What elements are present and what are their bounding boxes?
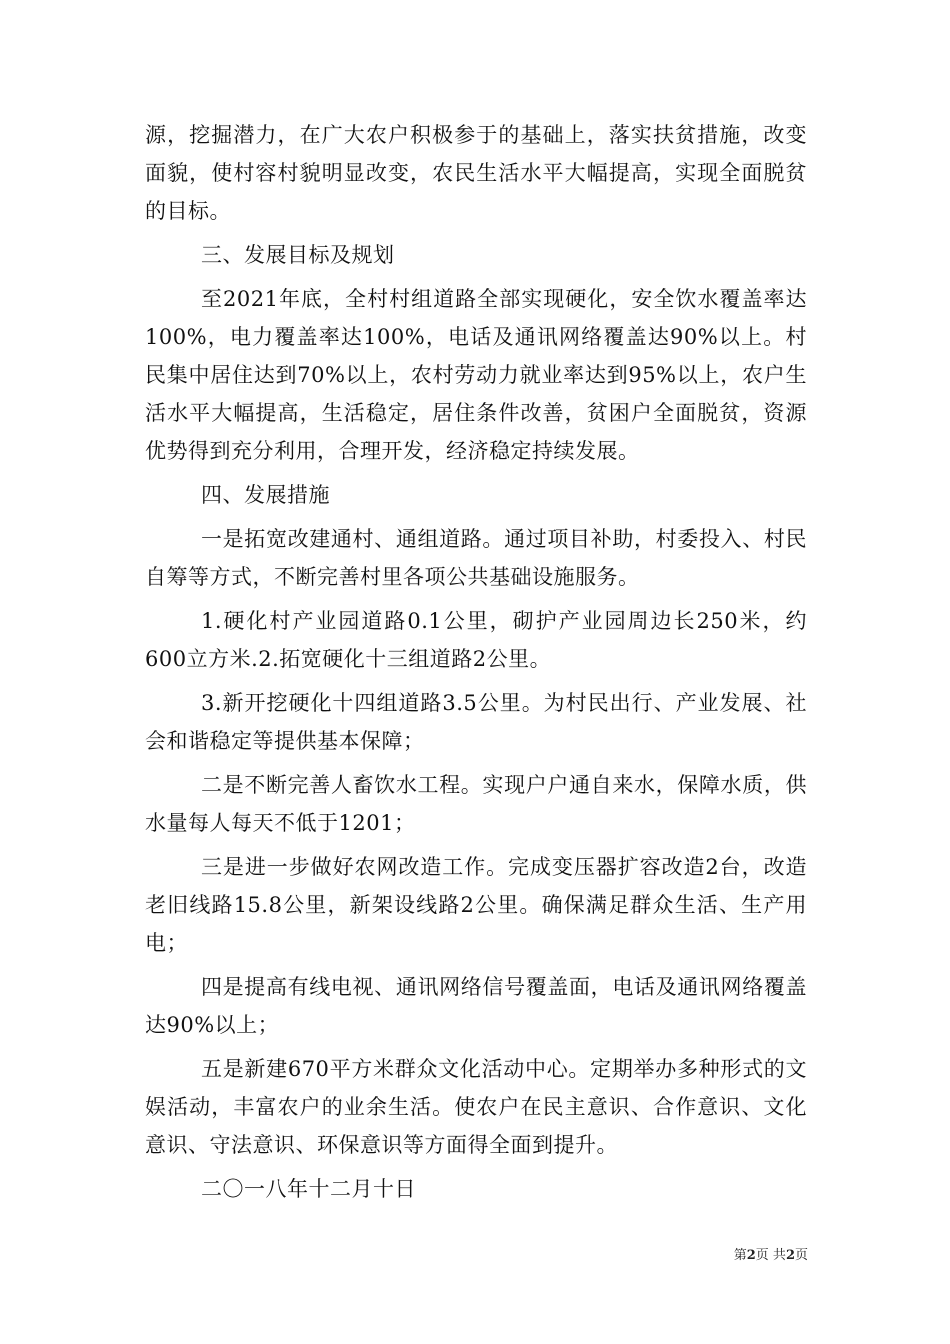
footer-current-page: 2 bbox=[746, 1248, 756, 1263]
document-body bbox=[145, 116, 807, 1214]
paragraph-measure-water: 二是不断完善人畜饮水工程。实现户户通自来水，保障水质，供水量每人每天不低于1201； bbox=[145, 773, 807, 835]
paragraph-measure-network: 四是提高有线电视、通讯网络信号覆盖面，电话及通讯网络覆盖达90%以上； bbox=[145, 975, 807, 1037]
paragraph-continuation: 源，挖掘潜力，在广大农户积极参于的基础上，落实扶贫措施，改变面貌，使村容村貌明显改变，农民生活水平大幅提高，实现全面脱贫的目标。 bbox=[145, 123, 807, 223]
page-number-footer bbox=[734, 1247, 808, 1265]
paragraph-road-items-1-2: 1.硬化村产业园道路0.1公里，砌护产业园周边长250米，约600立方米.2.拓宽硬化十三组道路2公里。 bbox=[145, 609, 807, 671]
footer-middle: 页 共 bbox=[755, 1248, 786, 1263]
document-date: 二〇一八年十二月十日 bbox=[201, 1177, 416, 1201]
paragraph-measure-roads: 一是拓宽改建通村、通组道路。通过项目补助，村委投入、村民自筹等方式，不断完善村里各项公共基础设施服务。 bbox=[145, 527, 807, 589]
section-heading-measures: 四、发展措施 bbox=[201, 483, 330, 507]
footer-prefix: 第 bbox=[733, 1248, 747, 1263]
paragraph-goals: 至2021年底，全村村组道路全部实现硬化，安全饮水覆盖率达100%，电力覆盖率达100%，电话及通讯网络覆盖达90%以上。村民集中居住达到70%以上，农村劳动力就业率达到95%以上，农户生活水平大幅提高，生活稳定，居住条件改善，贫困户全面脱贫，资源优势得到充分利用，合理开发，经济稳定持续发展。 bbox=[145, 287, 807, 463]
section-heading-goals: 三、发展目标及规划 bbox=[201, 243, 395, 267]
paragraph-measure-culture: 五是新建670平方米群众文化活动中心。定期举办多种形式的文娱活动，丰富农户的业余生活。使农户在民主意识、合作意识、文化意识、守法意识、环保意识等方面得全面到提升。 bbox=[145, 1057, 807, 1157]
paragraph-road-item-3: 3.新开挖硬化十四组道路3.5公里。为村民出行、产业发展、社会和谐稳定等提供基本保障； bbox=[145, 691, 807, 753]
footer-total-pages: 2 bbox=[785, 1248, 795, 1263]
footer-suffix: 页 bbox=[794, 1248, 808, 1263]
paragraph-measure-grid: 三是进一步做好农网改造工作。完成变压器扩容改造2台，改造老旧线路15.8公里，新架设线路2公里。确保满足群众生活、生产用电； bbox=[145, 855, 807, 955]
